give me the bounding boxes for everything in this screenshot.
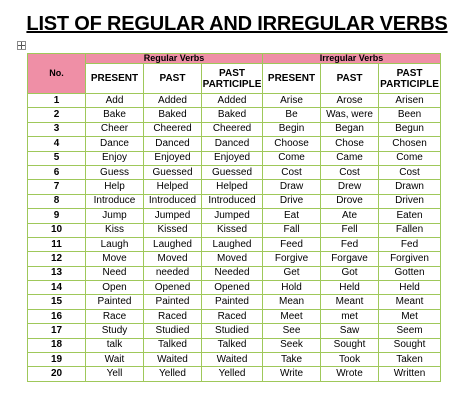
regular-past-participle: Opened [202,281,263,295]
irregular-present: Choose [263,137,321,151]
regular-past-participle: Raced [202,309,263,323]
irregular-past: Cost [321,165,379,179]
row-number: 15 [28,295,86,309]
table-row [28,266,441,280]
irregular-past-participle: Eaten [379,209,441,223]
irregular-present: Forgive [263,252,321,266]
irregular-past-participle: Fallen [379,223,441,237]
irregular-past-participle: Met [379,309,441,323]
table-row [28,137,441,151]
regular-past: Studied [144,324,202,338]
irregular-past-participle: Arisen [379,94,441,108]
table-row [28,122,441,136]
irregular-past-participle: Drawn [379,180,441,194]
irregular-past-participle: Seem [379,324,441,338]
irregular-present: Eat [263,209,321,223]
regular-past-participle: Talked [202,338,263,352]
irregular-present: Arise [263,94,321,108]
irregular-past-participle: Begun [379,122,441,136]
row-number: 17 [28,324,86,338]
table-row [28,151,441,165]
table-row [28,338,441,352]
column-header: PAST PARTICIPLE [202,64,263,94]
regular-past-participle: Jumped [202,209,263,223]
regular-present: Introduce [86,194,144,208]
irregular-past: Wrote [321,367,379,381]
irregular-past-participle: Sought [379,338,441,352]
irregular-past: Meant [321,295,379,309]
irregular-past-participle: Forgiven [379,252,441,266]
table-row [28,165,441,179]
row-number: 13 [28,266,86,280]
row-number: 14 [28,281,86,295]
table-row [28,324,441,338]
regular-past: needed [144,266,202,280]
regular-past: Introduced [144,194,202,208]
regular-past: Baked [144,108,202,122]
table-move-handle-icon[interactable] [17,41,26,50]
table-row [28,237,441,251]
table-row [28,209,441,223]
regular-present: Move [86,252,144,266]
row-number: 9 [28,209,86,223]
irregular-present: Feed [263,237,321,251]
column-header: PAST PARTICIPLE [379,64,441,94]
irregular-present: Hold [263,281,321,295]
no-header: No. [28,54,86,94]
irregular-verbs-header: Irregular Verbs [263,54,441,64]
page-title: LIST OF REGULAR AND IRREGULAR VERBS [26,13,448,35]
regular-present: Yell [86,367,144,381]
row-number: 10 [28,223,86,237]
regular-past: Waited [144,353,202,367]
regular-present: Painted [86,295,144,309]
table-row [28,223,441,237]
table-row [28,94,441,108]
irregular-present: See [263,324,321,338]
irregular-past-participle: Cost [379,165,441,179]
table-row [28,353,441,367]
row-number: 8 [28,194,86,208]
irregular-past-participle: Written [379,367,441,381]
regular-present: Study [86,324,144,338]
irregular-past: Got [321,266,379,280]
regular-past-participle: Kissed [202,223,263,237]
row-number: 2 [28,108,86,122]
irregular-past-participle: Come [379,151,441,165]
table-row [28,309,441,323]
irregular-past-participle: Chosen [379,137,441,151]
irregular-present: Cost [263,165,321,179]
regular-past: Cheered [144,122,202,136]
irregular-past: Drew [321,180,379,194]
regular-present: Need [86,266,144,280]
regular-present: Guess [86,165,144,179]
irregular-past-participle: Held [379,281,441,295]
row-number: 20 [28,367,86,381]
table-row [28,281,441,295]
column-header: PRESENT [263,64,321,94]
table-row [28,180,441,194]
regular-past-participle: Waited [202,353,263,367]
irregular-present: Fall [263,223,321,237]
irregular-present: Seek [263,338,321,352]
irregular-present: Drive [263,194,321,208]
regular-past: Yelled [144,367,202,381]
row-number: 19 [28,353,86,367]
irregular-past: Was, were [321,108,379,122]
column-header: PRESENT [86,64,144,94]
regular-present: Open [86,281,144,295]
irregular-past: Fed [321,237,379,251]
regular-past-participle: Guessed [202,165,263,179]
irregular-past: met [321,309,379,323]
irregular-present: Meet [263,309,321,323]
irregular-present: Draw [263,180,321,194]
irregular-past: Held [321,281,379,295]
regular-past: Opened [144,281,202,295]
regular-past: Talked [144,338,202,352]
regular-present: Jump [86,209,144,223]
regular-past: Danced [144,137,202,151]
irregular-past: Took [321,353,379,367]
irregular-past: Chose [321,137,379,151]
row-number: 18 [28,338,86,352]
regular-past-participle: Laughed [202,237,263,251]
regular-past-participle: Added [202,94,263,108]
regular-past-participle: Baked [202,108,263,122]
regular-present: Help [86,180,144,194]
regular-past: Kissed [144,223,202,237]
row-number: 5 [28,151,86,165]
table-row [28,108,441,122]
row-number: 6 [28,165,86,179]
column-header: PAST [144,64,202,94]
regular-present: Bake [86,108,144,122]
row-number: 3 [28,122,86,136]
regular-past-participle: Moved [202,252,263,266]
irregular-present: Come [263,151,321,165]
irregular-past: Sought [321,338,379,352]
irregular-past: Drove [321,194,379,208]
irregular-past: Came [321,151,379,165]
regular-past-participle: Cheered [202,122,263,136]
regular-past-participle: Danced [202,137,263,151]
regular-present: Wait [86,353,144,367]
column-header: PAST [321,64,379,94]
irregular-present: Write [263,367,321,381]
row-number: 11 [28,237,86,251]
irregular-past-participle: Gotten [379,266,441,280]
irregular-past: Saw [321,324,379,338]
irregular-present: Be [263,108,321,122]
row-number: 7 [28,180,86,194]
regular-past: Painted [144,295,202,309]
regular-past-participle: Needed [202,266,263,280]
regular-present: Laugh [86,237,144,251]
irregular-present: Begin [263,122,321,136]
row-number: 12 [28,252,86,266]
regular-past-participle: Studied [202,324,263,338]
verbs-table [27,53,441,382]
row-number: 4 [28,137,86,151]
irregular-present: Take [263,353,321,367]
irregular-past-participle: Driven [379,194,441,208]
irregular-past: Forgave [321,252,379,266]
row-number: 16 [28,309,86,323]
regular-past-participle: Yelled [202,367,263,381]
table-row [28,194,441,208]
irregular-past: Began [321,122,379,136]
regular-present: talk [86,338,144,352]
irregular-past-participle: Meant [379,295,441,309]
regular-past: Helped [144,180,202,194]
regular-present: Race [86,309,144,323]
regular-past-participle: Enjoyed [202,151,263,165]
irregular-past-participle: Fed [379,237,441,251]
regular-past: Moved [144,252,202,266]
irregular-present: Get [263,266,321,280]
regular-past-participle: Helped [202,180,263,194]
regular-present: Add [86,94,144,108]
regular-past: Enjoyed [144,151,202,165]
regular-past: Raced [144,309,202,323]
regular-past: Added [144,94,202,108]
regular-past-participle: Introduced [202,194,263,208]
regular-past: Jumped [144,209,202,223]
regular-present: Cheer [86,122,144,136]
irregular-past: Ate [321,209,379,223]
regular-present: Enjoy [86,151,144,165]
irregular-past: Fell [321,223,379,237]
irregular-past: Arose [321,94,379,108]
irregular-past-participle: Been [379,108,441,122]
table-row [28,295,441,309]
row-number: 1 [28,94,86,108]
irregular-present: Mean [263,295,321,309]
irregular-past-participle: Taken [379,353,441,367]
regular-verbs-header: Regular Verbs [86,54,263,64]
table-row [28,252,441,266]
regular-present: Kiss [86,223,144,237]
table-row [28,367,441,381]
verb-rows [28,94,441,382]
regular-past: Laughed [144,237,202,251]
regular-present: Dance [86,137,144,151]
regular-past: Guessed [144,165,202,179]
regular-past-participle: Painted [202,295,263,309]
